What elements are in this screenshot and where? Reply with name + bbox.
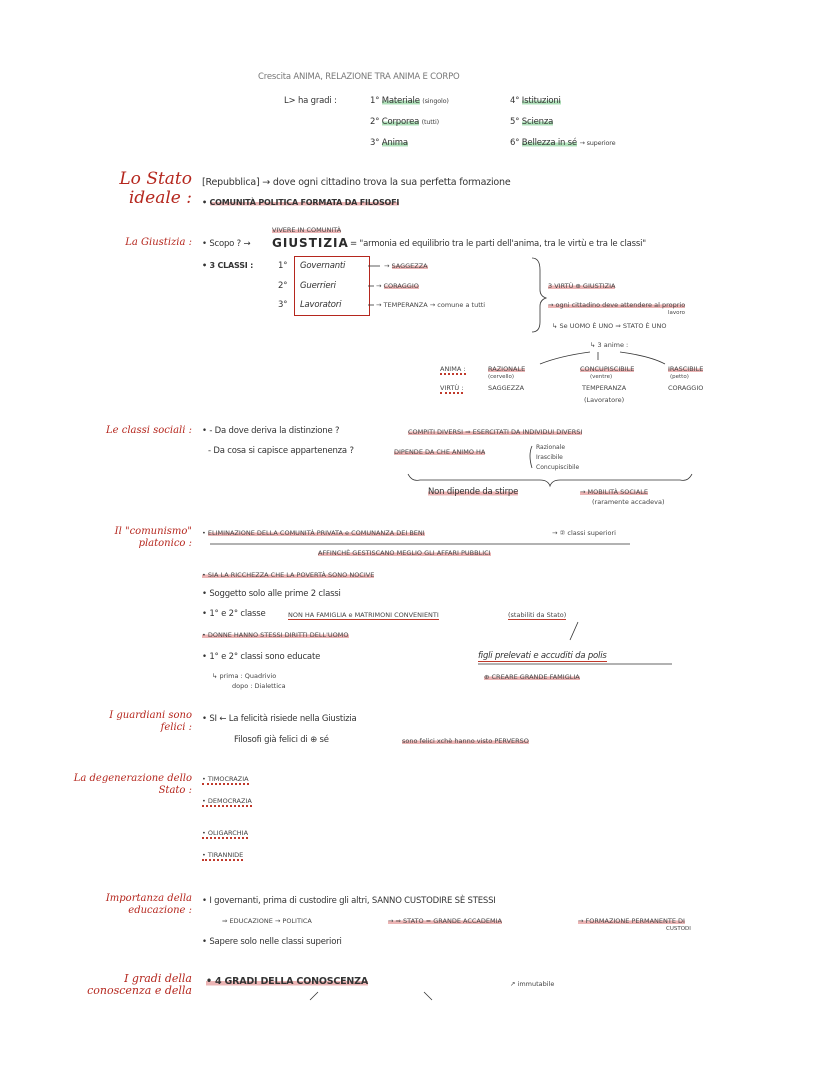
anima-concupiscibile-sub: (ventre)	[590, 374, 613, 380]
se-uomo: ↳ Se UOMO È UNO ⇒ STATO È UNO	[552, 322, 667, 330]
comunismo-heading: Il "comunismo" platonico :	[114, 526, 192, 549]
comunismo-l4b: NON HA FAMIGLIA e MATRIMONI CONVENIENTI	[288, 611, 439, 619]
classi-q1: • - Da dove deriva la distinzione ?	[202, 426, 340, 436]
mobilita: → MOBILITÀ SOCIALE	[580, 488, 649, 496]
guardiani-l1: • SI ← La felicità risiede nella Giustizia	[202, 714, 357, 724]
stato-line-2: • COMUNITÀ POLITICA FORMATA DA FILOSOFI	[202, 198, 400, 207]
comunismo-l2: • SIA LA RICCHEZZA CHE LA POVERTÀ SONO NOCIVE	[202, 571, 375, 579]
grado-3: 3° Anima	[370, 138, 408, 148]
virtu-sum: 3 VIRTÙ ⊕ GIUSTIZIA	[548, 282, 616, 290]
classi-a2-1: Razionale	[536, 444, 566, 451]
degenerazione-3: • OLIGARCHIA	[202, 829, 249, 837]
vivere-label: VIVERE IN COMUNITÀ	[272, 226, 342, 234]
famiglia: ⊕ CREARE GRANDE FAMIGLIA	[484, 673, 580, 681]
classi-sociali-heading: Le classi sociali :	[106, 425, 192, 436]
gradi-label: L> ha gradi :	[284, 96, 337, 106]
ogni-cittadino: → ogni cittadino deve attendere al proprio	[548, 301, 686, 309]
gradi-conoscenza-heading: I gradi della conoscenza e della	[87, 972, 192, 997]
degenerazione-2: • DEMOCRAZIA	[202, 797, 252, 805]
grado-2: 2° Corporea (tutti)	[370, 117, 439, 127]
anima-concupiscibile: CONCUPISCIBILE	[580, 365, 635, 373]
educazione-l2c: → FORMAZIONE PERMANENTE DI	[578, 917, 685, 925]
classe-1-n: 1°	[278, 261, 288, 271]
cut-top-line: Crescita ANIMA, RELAZIONE TRA ANIMA E CORPO	[258, 72, 460, 82]
giustizia-word: GIUSTIZIA	[272, 236, 349, 250]
lavoro-note: lavoro	[668, 310, 686, 316]
classe-1-virtue: → SAGGEZZA	[384, 262, 428, 270]
classi-a2-2: Irascibile	[536, 454, 563, 461]
educazione-l2d: CUSTODI	[666, 926, 691, 932]
comunismo-l4c: (stabiliti da Stato)	[508, 611, 567, 619]
virtu-temperanza-sub: (Lavoratore)	[584, 396, 625, 404]
comunismo-l4a: • 1° e 2° classe	[202, 609, 266, 619]
comunismo-l1-arrow: → ② classi superiori	[552, 529, 616, 537]
classe-2-name: Guerrieri	[300, 281, 336, 291]
classi-a2-3: Concupiscibile	[536, 464, 580, 471]
guardiani-heading: I guardiani sono felici :	[109, 710, 192, 733]
tre-anime: ↳ 3 anime :	[590, 341, 629, 349]
comunismo-l6: • 1° e 2° classi sono educate	[202, 652, 321, 662]
figli: figli prelevati e accuditi da polis	[478, 651, 607, 661]
virtu-saggezza: SAGGEZZA	[488, 384, 525, 392]
guardiani-l2: Filosofi già felici di ⊕ sé	[234, 735, 329, 745]
grado-1: 1° Materiale (singolo)	[370, 96, 449, 106]
immutabile: ↗ immutabile	[510, 980, 555, 988]
stato-heading: Lo Stato ideale :	[119, 169, 192, 208]
comunismo-l7b: dopo : Dialettica	[232, 682, 286, 690]
classi-a1: COMPITI DIVERSI ⇒ ESERCITATI DA INDIVIDUI DIVERSI	[408, 428, 583, 436]
comunismo-l1b: AFFINCHÈ GESTISCANO MEGLIO GLI AFFARI PUBBLICI	[318, 549, 491, 557]
classi-a2: DIPENDE DA CHE ANIMO HA	[394, 448, 486, 456]
classe-3-n: 3°	[278, 300, 288, 310]
educazione-heading: Importanza della educazione :	[105, 893, 192, 916]
stato-line-1: [Repubblica] → dove ogni cittadino trova la sua perfetta formazione	[202, 177, 511, 188]
anima-razionale-sub: (cervello)	[488, 374, 515, 380]
scopo-label: • Scopo ? →	[202, 239, 251, 249]
grado-4: 4° Istituzioni	[510, 96, 561, 106]
comunismo-l3: • Soggetto solo alle prime 2 classi	[202, 589, 341, 599]
degenerazione-heading: La degenerazione dello Stato :	[73, 773, 192, 796]
educazione-l2a: ⇒ EDUCAZIONE → POLITICA	[222, 917, 312, 925]
virtu-temperanza: TEMPERANZA	[582, 384, 627, 392]
stirpe: Non dipende da stirpe	[428, 487, 519, 497]
comunismo-l1: • ELIMINAZIONE DELLA COMUNITÀ PRIVATA e COMUNANZA DEI BENI	[202, 529, 425, 537]
mobilita-note: (raramente accadeva)	[592, 498, 665, 506]
classes-brace	[532, 258, 546, 332]
anima-irascibile-sub: (petto)	[670, 374, 689, 380]
virtu-label: VIRTÙ :	[440, 384, 464, 392]
giustizia-definition: = "armonia ed equilibrio tra le parti dell'anima, tra le virtù e tra le classi"	[350, 239, 646, 249]
comunismo-l5: • DONNE HANNO STESSI DIRITTI DELL'UOMO	[202, 631, 349, 639]
grado-6: 6° Bellezza in sé → superiore	[510, 138, 616, 148]
anima-razionale: RAZIONALE	[488, 365, 526, 373]
classe-3-name: Lavoratori	[300, 300, 342, 310]
educazione-l1: • I governanti, prima di custodire gli altri, SANNO CUSTODIRE SÈ STESSI	[202, 896, 496, 906]
educazione-l2b: → ⇒ STATO = GRANDE ACCADEMIA	[388, 917, 502, 925]
anima-label: ANIMA :	[440, 365, 466, 373]
comunismo-l7a: ↳ prima : Quadrivio	[212, 672, 277, 680]
classe-2-n: 2°	[278, 281, 288, 291]
degenerazione-4: • TIRANNIDE	[202, 851, 244, 859]
grado-5: 5° Scienza	[510, 117, 554, 127]
degenerazione-1: • TIMOCRAZIA	[202, 775, 249, 783]
virtu-coraggio: CORAGGIO	[668, 384, 704, 392]
giustizia-heading: La Giustizia :	[125, 237, 192, 248]
gradi-conoscenza-l1: • 4 GRADI DELLA CONOSCENZA	[206, 976, 369, 987]
guardiani-l3: sono felici xchè hanno visto PERVERSO	[402, 737, 529, 745]
classe-3-virtue: → TEMPERANZA → comune a tutti	[376, 301, 486, 309]
classi-q2: - Da cosa si capisce appartenenza ?	[208, 446, 354, 456]
anima-irascibile: IRASCIBILE	[668, 365, 704, 373]
educazione-l3: • Sapere solo nelle classi superiori	[202, 937, 342, 947]
classe-2-virtue: → CORAGGIO	[376, 282, 419, 290]
classe-1-name: Governanti	[300, 261, 346, 271]
classi-label: • 3 CLASSI :	[202, 261, 254, 270]
